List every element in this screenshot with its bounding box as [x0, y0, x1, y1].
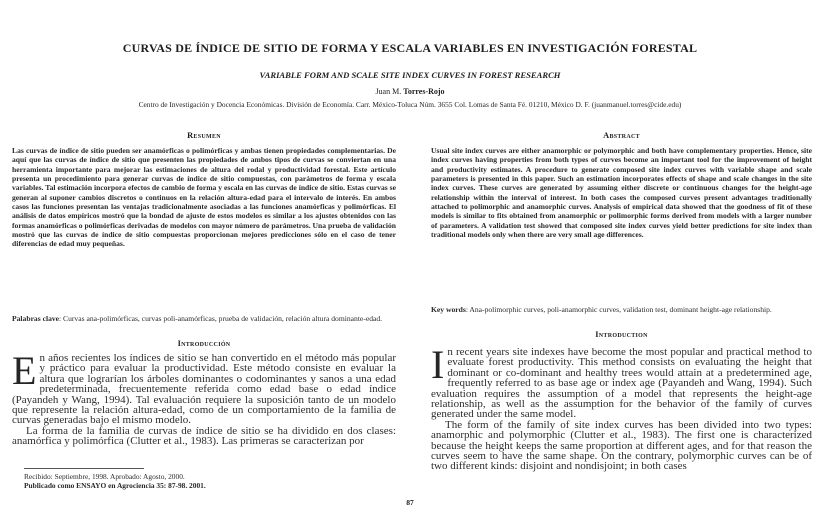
paper-subtitle-english: VARIABLE FORM AND SCALE SITE INDEX CURVES IN FOREST RESEARCH: [259, 70, 561, 80]
introduction-body: [431, 342, 812, 473]
author-given-name: Juan M.: [375, 87, 404, 96]
palabras-clave-text: : Curvas ana-polimórficas, curvas poli-anamórficas, prueba de validación, relación altura dominante-edad.: [59, 314, 383, 323]
introduction-heading: Introduction: [595, 330, 648, 339]
introduction-paragraph-2: The form of the family of site index curves has been divided into two types: anamorphic and polymorphic (Clutter et al., 1983). The first one is characterized because the height keeps the same proportion at different ages, and for that reason the curves seem to have the same shape. On the contrary, polymorphic curves can be of two different kinds: disjoint and nondisjoint; in both cases: [431, 418, 812, 473]
paper-title: CURVAS DE ÍNDICE DE SITIO DE FORMA Y ESCALA VARIABLES EN INVESTIGACIÓN FORESTAL: [122, 41, 698, 55]
introduccion-body: [12, 348, 396, 448]
received-date: Recibido: Septiembre, 1998. Aprobado: Agosto, 2000.: [24, 472, 185, 481]
introduccion-paragraph-2: La forma de la familia de curvas de índice de sitio se ha dividido en dos clases: anamórfica y polimórfica (Clutter et al., 1983). Las primeras se caracterizan por: [12, 424, 396, 448]
author-line: [60, 87, 760, 96]
author-surname: Torres-Rojo: [403, 87, 445, 96]
author-affiliation: Centro de Investigación y Docencia Económicas. División de Economía. Carr. México-Toluca Núm. 3655 Col. Lomas de Santa Fé. 01210, México D. F. (juanmanuel.torres@cide.edu): [138, 100, 682, 109]
footnote-rule: [24, 468, 144, 469]
palabras-clave-label: Palabras clave: [12, 314, 60, 323]
key-words-label: Key words: [431, 305, 466, 314]
publication-note: Publicado como ENSAYO en Agrociencia 35: 87-98. 2001.: [24, 481, 206, 491]
resumen-text: Las curvas de índice de sitio pueden ser anamórficas o polimórficas y ambas tienen propiedades complementarias. De aquí que las curvas de índice de sitio que presenten las propiedades de ambos tipos de curvas se conviertan en una herramienta importante para mejorar las estimaciones de altura del rodal y productividad forestal. Este artículo presenta un procedimiento para generar curvas de índice de sitio compuestas, con parámetros de forma y escala variables. Tal estimación incorpora efectos de cambio de forma y escala en las curvas de índice de sitio. Estas curvas se generan al suponer cambios discretos o continuos en la relación altura-edad para el intervalo de interés. En ambos casos las funciones presentan las ventajas tradicionalmente asociadas a las funciones anamórficas y polimórficas. El análisis de datos empíricos mostró que la bondad de ajuste de estos modelos es similar a los ajustes obtenidos con las formas anamórficas o polimórficas derivadas de modelos con mayor número de parámetros. Una prueba de validación mostró que las curvas de índice de sitio compuestas proporcionan mejores predicciones sólo en el caso de tener diferencias de edad muy pequeñas.: [12, 146, 396, 249]
resumen-heading: Resumen: [187, 131, 221, 140]
introduccion-heading: Introducción: [177, 339, 231, 348]
introduction-paragraph-1: n recent years site indexes have become the most popular and practical method to evaluate forest productivity. This method consists on evaluating the height that dominant or co-dominant and healthy trees would attain at a predetermined age, frequently referred to as base age or index age (Payandeh and Wang, 1994). Such evaluation requires the assumption of a model that represents the height-age relationship, as well as the assumption for the behavior of the family of curves generated under the same model.: [431, 346, 812, 421]
key-words-text: : Ana-polimorphic curves, poli-anamorphic curves, validation test, dominant height-age relationship.: [465, 305, 772, 314]
abstract-text: Usual site index curves are either anamorphic or polymorphic and both have complementary properties. Hence, site index curves having properties from both types of curves become an important tool for the improvement of height and productivity estimates. A procedure to generate composed site index curves with variable shape and scale parameters is presented in this paper. Such an estimation incorporates effects of shape and scale changes in the site index curves. These curves are generated by assuming either discrete or continuous changes for the height-age relationship within the interval of interest. In both cases the composed curves present advantages traditionally attached to polimorphic and anamorphic curves. Analysis of empirical data showed that the goodness of fit of these models is similar to fits obtained from anamorphic or polimorphic forms derived from models with a larger number of parameters. A validation test showed that composed site index curves yield better predictions for site index than traditional models only when there are very small age differences.: [431, 146, 812, 240]
dropcap-letter: E: [12, 348, 37, 393]
footnote: [24, 472, 408, 491]
dropcap-letter: I: [431, 342, 445, 387]
abstract-heading: Abstract: [603, 131, 640, 140]
page-number: 87: [406, 498, 414, 507]
palabras-clave: [12, 314, 396, 323]
key-words: [431, 305, 812, 314]
introduccion-paragraph-1: n años recientes los índices de sitio se han convertido en el método más popular y práctico para evaluar la productividad. Este método consiste en evaluar la altura que lograrían los árboles dominantes o codominantes y sanos a una edad predeterminada, frecuentemente referida como edad base o edad índice (Payandeh y Wang, 1994). Tal evaluación requiere la suposición tanto de un modelo que represente la relación altura-edad, como de un comportamiento de la familia de curvas generadas bajo el mismo modelo.: [12, 352, 396, 427]
